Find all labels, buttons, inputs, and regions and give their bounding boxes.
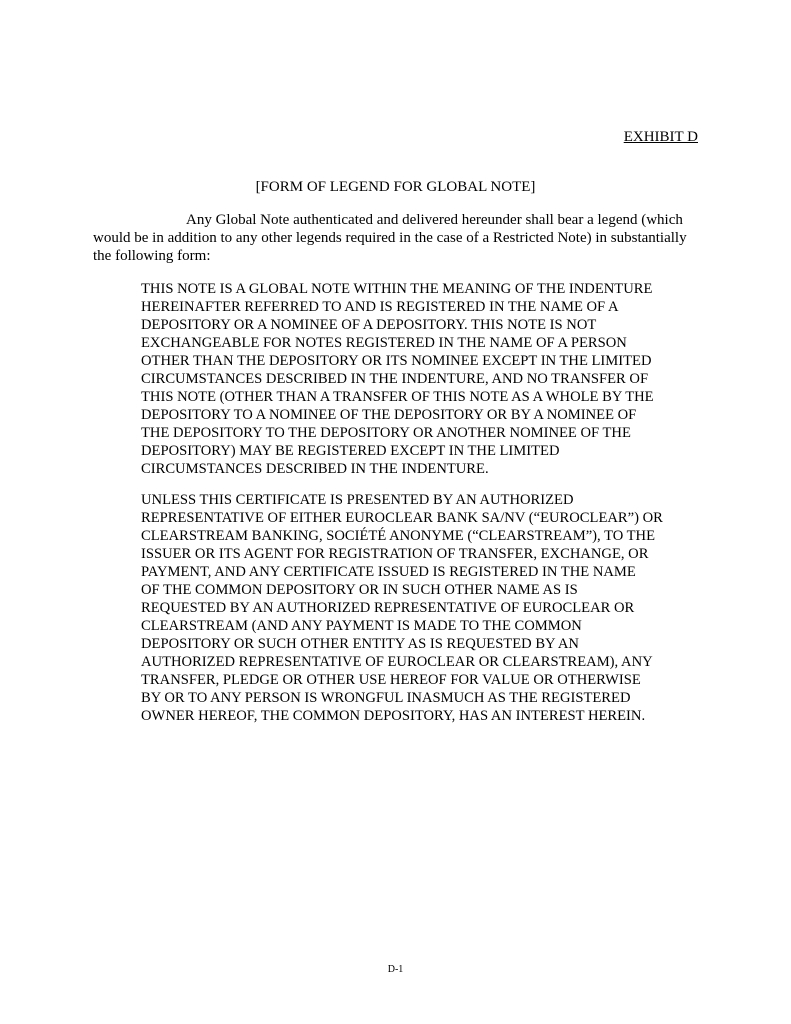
legend-line: REQUESTED BY AN AUTHORIZED REPRESENTATIVE OF EUROCLEAR OR [141, 600, 635, 616]
legend-line: OTHER THAN THE DEPOSITORY OR ITS NOMINEE EXCEPT IN THE LIMITED [141, 353, 652, 369]
legend-line: OF THE COMMON DEPOSITORY OR IN SUCH OTHER NAME AS IS [141, 582, 578, 598]
legend-line: DEPOSITORY TO A NOMINEE OF THE DEPOSITORY OR BY A NOMINEE OF [141, 407, 637, 423]
legend-line: EXCHANGEABLE FOR NOTES REGISTERED IN THE NAME OF A PERSON [141, 335, 627, 351]
legend-line: TRANSFER, PLEDGE OR OTHER USE HEREOF FOR VALUE OR OTHERWISE [141, 672, 641, 688]
legend-line: AUTHORIZED REPRESENTATIVE OF EUROCLEAR OR CLEARSTREAM), ANY [141, 654, 653, 670]
legend-paragraph-certificate [141, 491, 701, 725]
legend-line: THIS NOTE IS A GLOBAL NOTE WITHIN THE MEANING OF THE INDENTURE [141, 281, 653, 297]
legend-line: ISSUER OR ITS AGENT FOR REGISTRATION OF TRANSFER, EXCHANGE, OR [141, 546, 649, 562]
intro-paragraph: Any Global Note authenticated and delivered hereunder shall bear a legend (which would be in addition to any other legends required in the case of a Restricted Note) in substantially the following form: [93, 212, 687, 264]
legend-line: DEPOSITORY OR A NOMINEE OF A DEPOSITORY. THIS NOTE IS NOT [141, 317, 597, 333]
legend-line: OWNER HEREOF, THE COMMON DEPOSITORY, HAS AN INTEREST HEREIN. [141, 708, 646, 724]
legend-line: PAYMENT, AND ANY CERTIFICATE ISSUED IS REGISTERED IN THE NAME [141, 564, 636, 580]
legend-line: CLEARSTREAM BANKING, SOCIÉTÉ ANONYME (“CLEARSTREAM”), TO THE [141, 528, 656, 544]
form-title: [FORM OF LEGEND FOR GLOBAL NOTE] [255, 179, 536, 195]
page-number: D-1 [387, 964, 404, 975]
legend-line: THIS NOTE (OTHER THAN A TRANSFER OF THIS NOTE AS A WHOLE BY THE [141, 389, 654, 405]
legend-paragraph-global-note [141, 280, 701, 478]
legend-line: BY OR TO ANY PERSON IS WRONGFUL INASMUCH AS THE REGISTERED [141, 690, 631, 706]
legend-line: CIRCUMSTANCES DESCRIBED IN THE INDENTURE. [141, 461, 489, 477]
legend-line: HEREINAFTER REFERRED TO AND IS REGISTERED IN THE NAME OF A [141, 299, 619, 315]
legend-line: REPRESENTATIVE OF EITHER EUROCLEAR BANK SA/NV (“EUROCLEAR”) OR [141, 510, 663, 526]
legend-line: CLEARSTREAM (AND ANY PAYMENT IS MADE TO THE COMMON [141, 618, 582, 634]
legend-line: UNLESS THIS CERTIFICATE IS PRESENTED BY AN AUTHORIZED [141, 492, 574, 508]
legend-line: DEPOSITORY) MAY BE REGISTERED EXCEPT IN THE LIMITED [141, 443, 560, 459]
exhibit-heading: EXHIBIT D [623, 129, 698, 145]
legend-line: CIRCUMSTANCES DESCRIBED IN THE INDENTURE, AND NO TRANSFER OF [141, 371, 649, 387]
legend-line: THE DEPOSITORY TO THE DEPOSITORY OR ANOTHER NOMINEE OF THE [141, 425, 631, 441]
legend-line: DEPOSITORY OR SUCH OTHER ENTITY AS IS REQUESTED BY AN [141, 636, 579, 652]
